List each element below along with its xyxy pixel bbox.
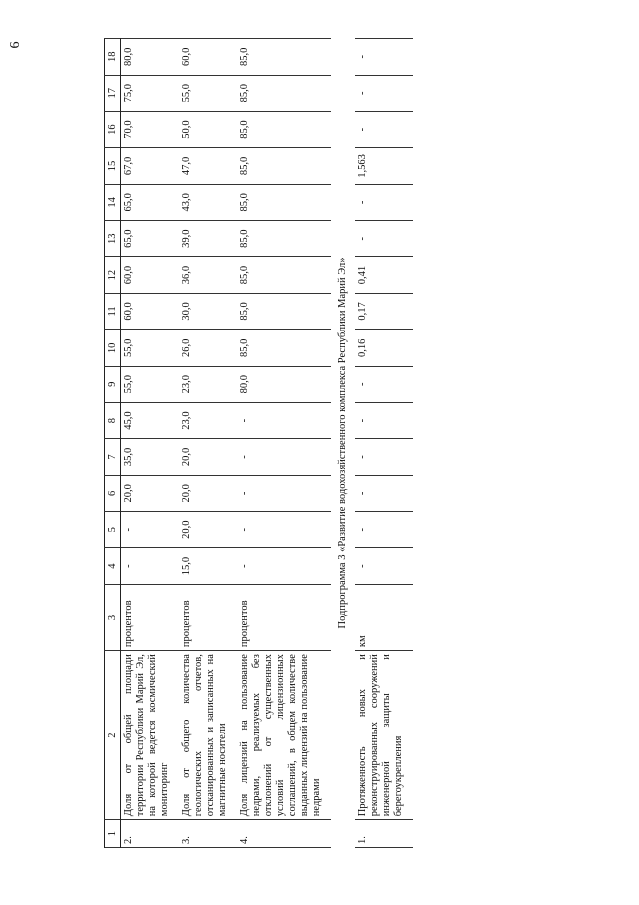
column-number-cell: 18 [105, 39, 121, 76]
table-row [179, 39, 237, 848]
subprogram-title: Подпрограмма 3 «Развитие водохозяйственного комплекса Республики Марий Эл» [337, 257, 348, 629]
column-number-cell: 9 [105, 366, 121, 402]
value-cell: - [355, 221, 413, 257]
row-number: 1. [355, 820, 413, 848]
column-number-cell: 1 [105, 820, 121, 848]
value-cell: 43,0 [179, 184, 237, 220]
value-cell: 85,0 [237, 221, 331, 257]
value-cell: 55,0 [179, 75, 237, 111]
column-number-cell: 5 [105, 512, 121, 548]
value-cell: 36,0 [179, 257, 237, 293]
value-cell: 23,0 [179, 366, 237, 402]
indicators-table [104, 38, 413, 848]
value-cell: 85,0 [237, 184, 331, 220]
value-cell: 39,0 [179, 221, 237, 257]
value-cell: - [121, 548, 180, 584]
unit-cell: процентов [237, 584, 331, 650]
table-row [121, 39, 180, 848]
table-body [105, 39, 414, 848]
value-cell: 0,17 [355, 293, 413, 329]
value-cell: - [355, 366, 413, 402]
value-cell: 30,0 [179, 293, 237, 329]
column-number-cell: 6 [105, 475, 121, 511]
unit-cell: процентов [121, 584, 180, 650]
value-cell: - [121, 512, 180, 548]
indicator-description: Доля от общего количества геологических отчетов, отсканированных и записанных на магнитные носители [179, 651, 237, 820]
value-cell: 67,0 [121, 148, 180, 184]
value-cell: 50,0 [179, 111, 237, 147]
value-cell: 0,41 [355, 257, 413, 293]
value-cell: 45,0 [121, 402, 180, 438]
indicator-description: Протяженность новых и реконструированных сооружений инженерной защиты и берегоукрепления [355, 651, 413, 820]
row-number: 2. [121, 820, 180, 848]
indicator-description: Доля от общей площади территории Республики Марий Эл, на которой ведется космический мониторинг [121, 651, 180, 820]
value-cell: - [355, 75, 413, 111]
column-number-cell: 11 [105, 293, 121, 329]
value-cell: - [355, 548, 413, 584]
row-number: 3. [179, 820, 237, 848]
value-cell: 20,0 [121, 475, 180, 511]
value-cell: 85,0 [237, 75, 331, 111]
value-cell: - [355, 39, 413, 76]
value-cell: 23,0 [179, 402, 237, 438]
row-number: 4. [237, 820, 331, 848]
column-number-cell: 8 [105, 402, 121, 438]
table-row [355, 39, 413, 848]
indicator-description: Доля лицензий на пользование недрами, реализуемых без отклонений от существенных условий лицензионных соглашений, в общем количестве выданных лицензий на пользование недрами [237, 651, 331, 820]
column-number-cell: 7 [105, 439, 121, 475]
value-cell: 55,0 [121, 330, 180, 366]
value-cell: 75,0 [121, 75, 180, 111]
value-cell: - [355, 184, 413, 220]
value-cell: 85,0 [237, 293, 331, 329]
unit-cell: процентов [179, 584, 237, 650]
unit-cell: км [355, 584, 413, 650]
value-cell: 20,0 [179, 512, 237, 548]
value-cell: 47,0 [179, 148, 237, 184]
value-cell: - [355, 402, 413, 438]
value-cell: 85,0 [237, 111, 331, 147]
table-row [237, 39, 331, 848]
column-number-cell: 4 [105, 548, 121, 584]
value-cell: 65,0 [121, 184, 180, 220]
column-number-cell: 14 [105, 184, 121, 220]
value-cell: - [237, 548, 331, 584]
value-cell: 80,0 [237, 366, 331, 402]
value-cell: 60,0 [121, 257, 180, 293]
subprogram-row [331, 39, 355, 848]
page-number: 6 [8, 41, 23, 49]
value-cell: 85,0 [237, 330, 331, 366]
column-number-cell: 13 [105, 221, 121, 257]
value-cell: - [237, 402, 331, 438]
value-cell: 0,16 [355, 330, 413, 366]
column-number-row [105, 39, 121, 848]
value-cell: 20,0 [179, 439, 237, 475]
value-cell: - [355, 111, 413, 147]
value-cell: 20,0 [179, 475, 237, 511]
value-cell: 85,0 [237, 148, 331, 184]
value-cell: 60,0 [179, 39, 237, 76]
value-cell: 85,0 [237, 257, 331, 293]
value-cell: 60,0 [121, 293, 180, 329]
value-cell: 70,0 [121, 111, 180, 147]
column-number-cell: 2 [105, 651, 121, 820]
value-cell: 15,0 [179, 548, 237, 584]
value-cell: - [355, 475, 413, 511]
column-number-cell: 17 [105, 75, 121, 111]
column-number-cell: 16 [105, 111, 121, 147]
value-cell: 65,0 [121, 221, 180, 257]
value-cell: 1,563 [355, 148, 413, 184]
value-cell: - [237, 475, 331, 511]
value-cell: 55,0 [121, 366, 180, 402]
value-cell: 85,0 [237, 39, 331, 76]
value-cell: - [237, 512, 331, 548]
value-cell: 26,0 [179, 330, 237, 366]
value-cell: - [355, 512, 413, 548]
column-number-cell: 15 [105, 148, 121, 184]
value-cell: - [355, 439, 413, 475]
column-number-cell: 10 [105, 330, 121, 366]
column-number-cell: 12 [105, 257, 121, 293]
value-cell: 80,0 [121, 39, 180, 76]
value-cell: - [237, 439, 331, 475]
column-number-cell: 3 [105, 584, 121, 650]
value-cell: 35,0 [121, 439, 180, 475]
